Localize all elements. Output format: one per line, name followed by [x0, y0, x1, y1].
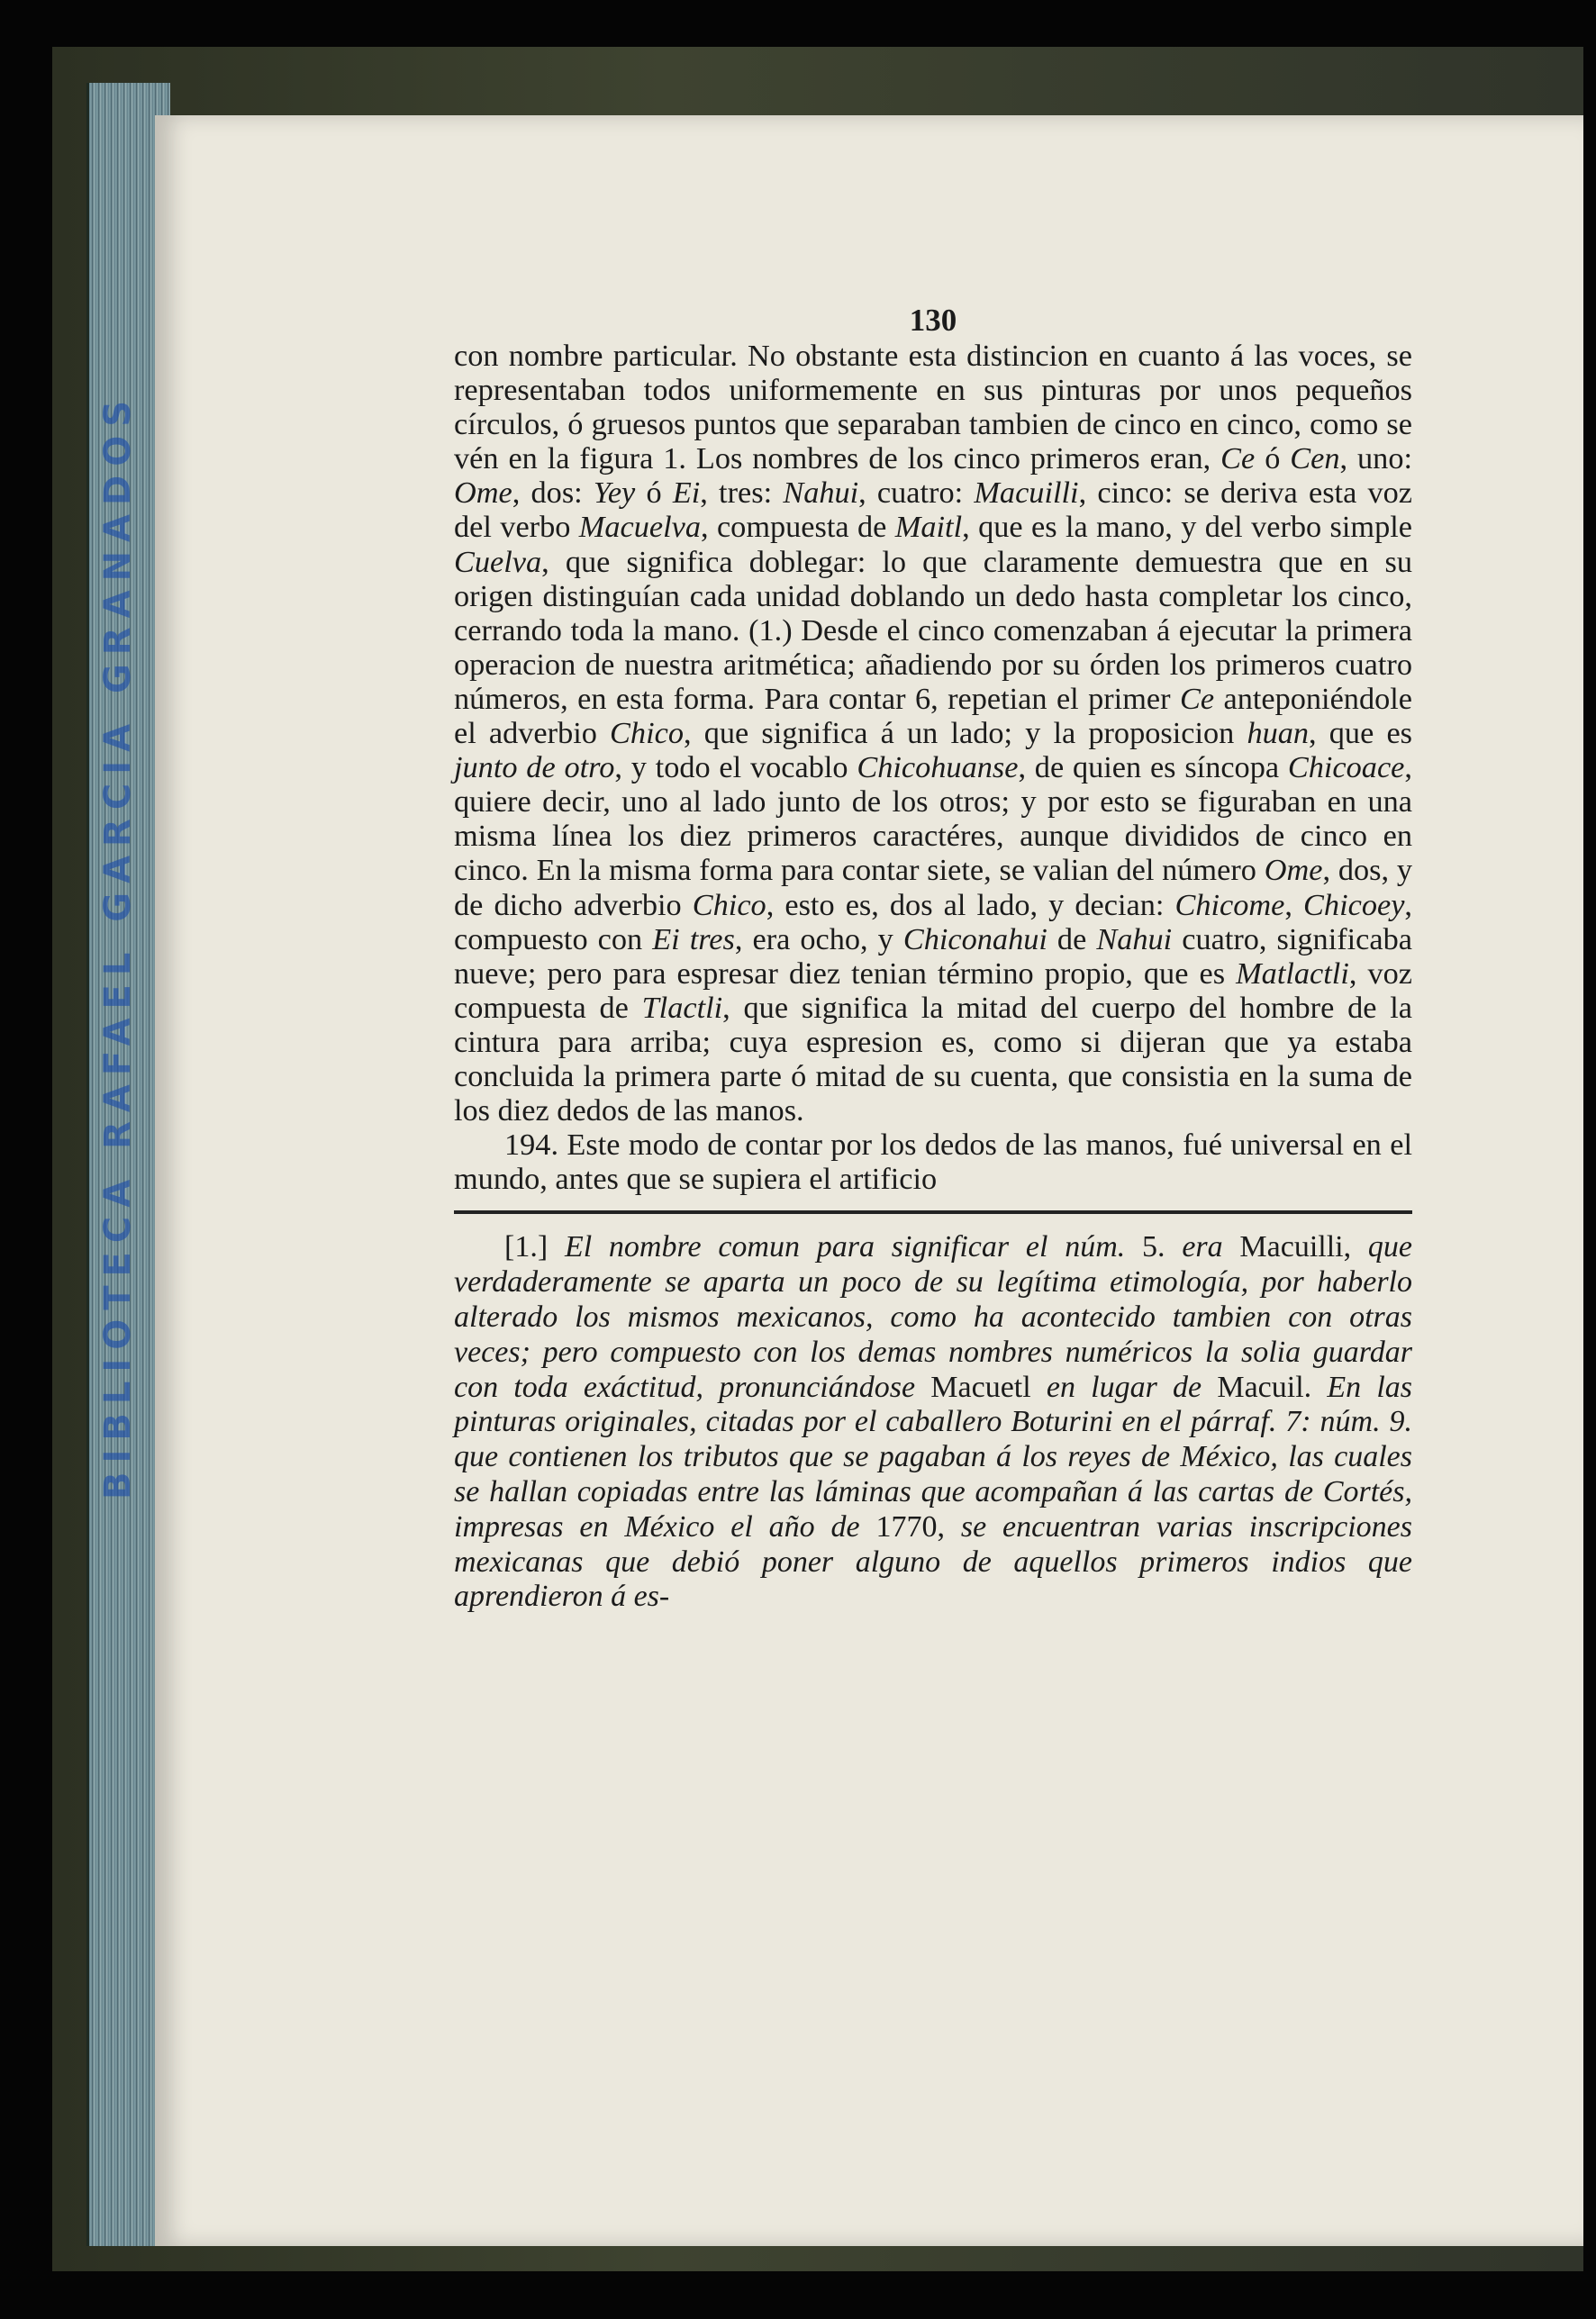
italic-term: Nahui [783, 476, 859, 511]
body-text-run: , que significa doblegar: lo que claramente demuestra que en su origen distinguían cada unidad doblando un dedo hasta completar los cinco, cerrando toda la mano. (1.) Desde el cinco comenzaban á ejecutar la primera operacion de nuestra aritmética; añadiendo por su órden los primeros cuatro números, en esta forma. Para contar 6, repetian el primer [454, 544, 1412, 716]
italic-term: Maitl [894, 510, 963, 545]
body-text-run: , y todo el vocablo [614, 750, 857, 785]
footnote-upright-run: 5. [1142, 1230, 1183, 1264]
italic-term: Ce [1220, 441, 1256, 476]
paragraph-194-text: 194. Este modo de contar por los dedos de las manos, fué universal en el mundo, antes que se supiera el artificio [454, 1128, 1412, 1197]
italic-term: Chicohuanse [857, 750, 1019, 785]
body-text-run: , voz compuesta de [454, 956, 1412, 1025]
footnote-italic-run: en lugar de [1046, 1370, 1218, 1404]
body-text-run: , quiere decir, uno al lado junto de los otros; y por esto se figuraban en una misma línea los diez primeros caractéres, aunque divididos de cinco en cinco. En la misma forma para contar siete, se valian del número [454, 750, 1412, 888]
body-text-run: , que es [1309, 716, 1413, 751]
footnote-rule [454, 1210, 1412, 1214]
body-text-run: , que significa la mitad del cuerpo del hombre de la cintura para arriba; cuya espresion es, como si dijeran que ya estaba concluida la primera parte ó mitad de su cuenta, que consistia en la suma de los diez dedos de las manos. [454, 990, 1413, 1128]
body-text-run: ó [635, 476, 673, 511]
italic-term: Cuelva [454, 544, 542, 579]
body-text-run: , cinco: se deriva esta voz del verbo [454, 476, 1413, 545]
italic-term: Chicoace [1287, 750, 1405, 785]
italic-term: huan [1247, 716, 1310, 751]
body-paragraph-194 [454, 1128, 1412, 1196]
footnote-italic-run: que verdaderamente se aparta un poco de su legítima etimología, por haberlo alterado los mismos mexicanos, como ha acontecido tambien con otras veces; pero compuesto con los demas nombres numéricos la solia guardar con toda exáctitud, pronunciándose [454, 1230, 1412, 1404]
italic-term: junto de otro [454, 750, 615, 785]
italic-term: Ce [1179, 681, 1215, 716]
italic-term: Chicoey [1303, 887, 1405, 922]
body-text-run: , [1284, 887, 1304, 922]
footnote-italic-run: se encuentran varias inscripciones mexicanas que debió poner alguno de aquellos primeros indios que aprendieron á es- [454, 1509, 1413, 1614]
body-text-run: , que es la mano, y del verbo simple [962, 510, 1413, 545]
body-text-run: cuatro, significaba nueve; pero para espresar diez tenian término propio, que es [454, 921, 1412, 991]
footnote-italic-run: El nombre comun para significar el núm. [564, 1230, 1143, 1264]
body-text-run: , era ocho, y [734, 921, 903, 956]
italic-term: Matlactli [1236, 956, 1349, 991]
italic-term: Ei tres [652, 921, 735, 956]
body-text-run: , esto es, dos al lado, y decian: [766, 887, 1175, 922]
italic-term: Ei [672, 476, 701, 511]
body-text-run: , compuesta de [701, 510, 895, 545]
footnote-upright-run: [1.] [504, 1230, 565, 1264]
body-text-run: , de quien es síncopa [1018, 750, 1288, 785]
text-block [454, 303, 1412, 1645]
body-text-run: de [1047, 921, 1097, 956]
body-text-run: , dos: [512, 476, 594, 511]
italic-term: Chicome [1174, 887, 1285, 922]
body-text-run: , compuesto con [454, 887, 1412, 956]
body-text-run: , uno: [1339, 441, 1413, 476]
footnote-upright-run: Macuilli, [1239, 1230, 1368, 1264]
italic-term: Yey [593, 476, 636, 511]
italic-term: Ome [454, 476, 512, 511]
body-text-run: , cuatro: [858, 476, 975, 511]
footnote [454, 1230, 1412, 1615]
footnote-italic-run: En las pinturas originales, citadas por el caballero Boturini en el párraf. 7: núm. 9. que contienen los tributos que se pagaban á los reyes de México, las cuales se hallan copiadas entre las láminas que acompañan á las cartas de Cortés, impresas en México el año de [454, 1370, 1413, 1544]
page-number: 130 [909, 303, 957, 338]
body-text-run: , que significa á un lado; y la proposicion [683, 716, 1247, 751]
italic-term: Tlactli [641, 990, 723, 1025]
footnote-italic-run: era [1182, 1230, 1240, 1264]
footnote-upright-run: Macuetl [930, 1370, 1047, 1404]
italic-term: Nahui [1096, 921, 1173, 956]
footnote-upright-run: Macuil. [1217, 1370, 1328, 1404]
italic-term: Cen [1290, 441, 1340, 476]
italic-term: Macuelva [578, 510, 701, 545]
body-text-run: , dos, y de dicho adverbio [454, 853, 1412, 922]
body-text-run: anteponiéndole el adverbio [454, 681, 1412, 751]
library-stamp: BIBLIOTECA RAFAEL GARCIA GRANADOS [97, 391, 139, 1500]
italic-term: Chiconahui [902, 921, 1047, 956]
body-paragraph [454, 339, 1412, 1128]
italic-term: Chico [692, 887, 766, 922]
italic-term: Ome [1264, 853, 1323, 888]
body-text-run: , tres: [700, 476, 784, 511]
footnote-upright-run: 1770, [875, 1509, 961, 1544]
italic-term: Chico [610, 716, 684, 751]
italic-term: Macuilli [974, 476, 1079, 511]
body-text-run: con nombre particular. No obstante esta distincion en cuanto á las voces, se representaban todos uniformemente en sus pinturas por unos pequeños círculos, ó gruesos puntos que separaban tambien de cinco en cinco, como se vén en la figura 1. Los nombres de los cinco primeros eran, [454, 339, 1412, 476]
body-text-run: ó [1255, 441, 1291, 476]
